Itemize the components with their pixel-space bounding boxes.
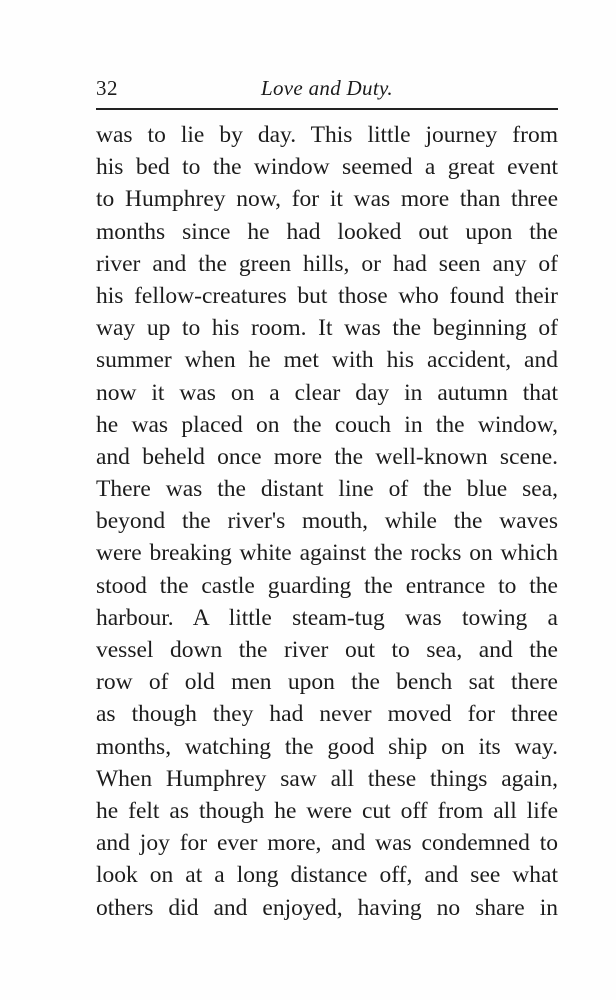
text-line: he felt as though he were cut off from all life — [96, 797, 558, 824]
body-text — [96, 119, 558, 924]
text-line: his bed to the window seemed a great event — [96, 154, 558, 181]
text-line: to Humphrey now, for it was more than three — [96, 186, 558, 213]
text-line: was to lie by day. This little journey from — [96, 122, 558, 148]
text-line: others did and enjoyed, having no share in — [96, 894, 558, 921]
text-line: stood the castle guarding the entrance to the — [96, 572, 558, 599]
text-line: months, watching the good ship on its way. — [96, 733, 558, 760]
text-line: summer when he met with his accident, and — [96, 347, 558, 374]
text-line: and joy for ever more, and was condemned to — [96, 830, 558, 857]
text-line: There was the distant line of the blue sea, — [96, 476, 558, 503]
text-line: harbour. A little steam-tug was towing a — [96, 604, 558, 631]
page-number: 32 — [96, 76, 118, 100]
text-line: were breaking white against the rocks on which — [96, 540, 558, 567]
text-line: he was placed on the couch in the window, — [96, 411, 558, 438]
running-title: Love and Duty. — [261, 76, 393, 100]
text-line: vessel down the river out to sea, and the — [96, 637, 558, 663]
text-line: river and the green hills, or had seen any of — [96, 250, 558, 277]
text-line: months since he had looked out upon the — [96, 218, 558, 245]
text-line: row of old men upon the bench sat there — [96, 669, 558, 696]
text-line: way up to his room. It was the beginning of — [96, 315, 558, 342]
text-line: as though they had never moved for three — [96, 701, 558, 728]
text-line: look on at a long distance off, and see what — [96, 862, 558, 889]
running-head — [96, 74, 558, 102]
text-line: When Humphrey saw all these things again, — [96, 765, 558, 792]
text-line: beyond the river's mouth, while the waves — [96, 508, 558, 535]
text-line: his fellow-creatures but those who found their — [96, 282, 558, 309]
header-rule — [96, 108, 558, 110]
text-line: and beheld once more the well-known scene. — [96, 443, 558, 470]
text-line: now it was on a clear day in autumn that — [96, 379, 558, 406]
